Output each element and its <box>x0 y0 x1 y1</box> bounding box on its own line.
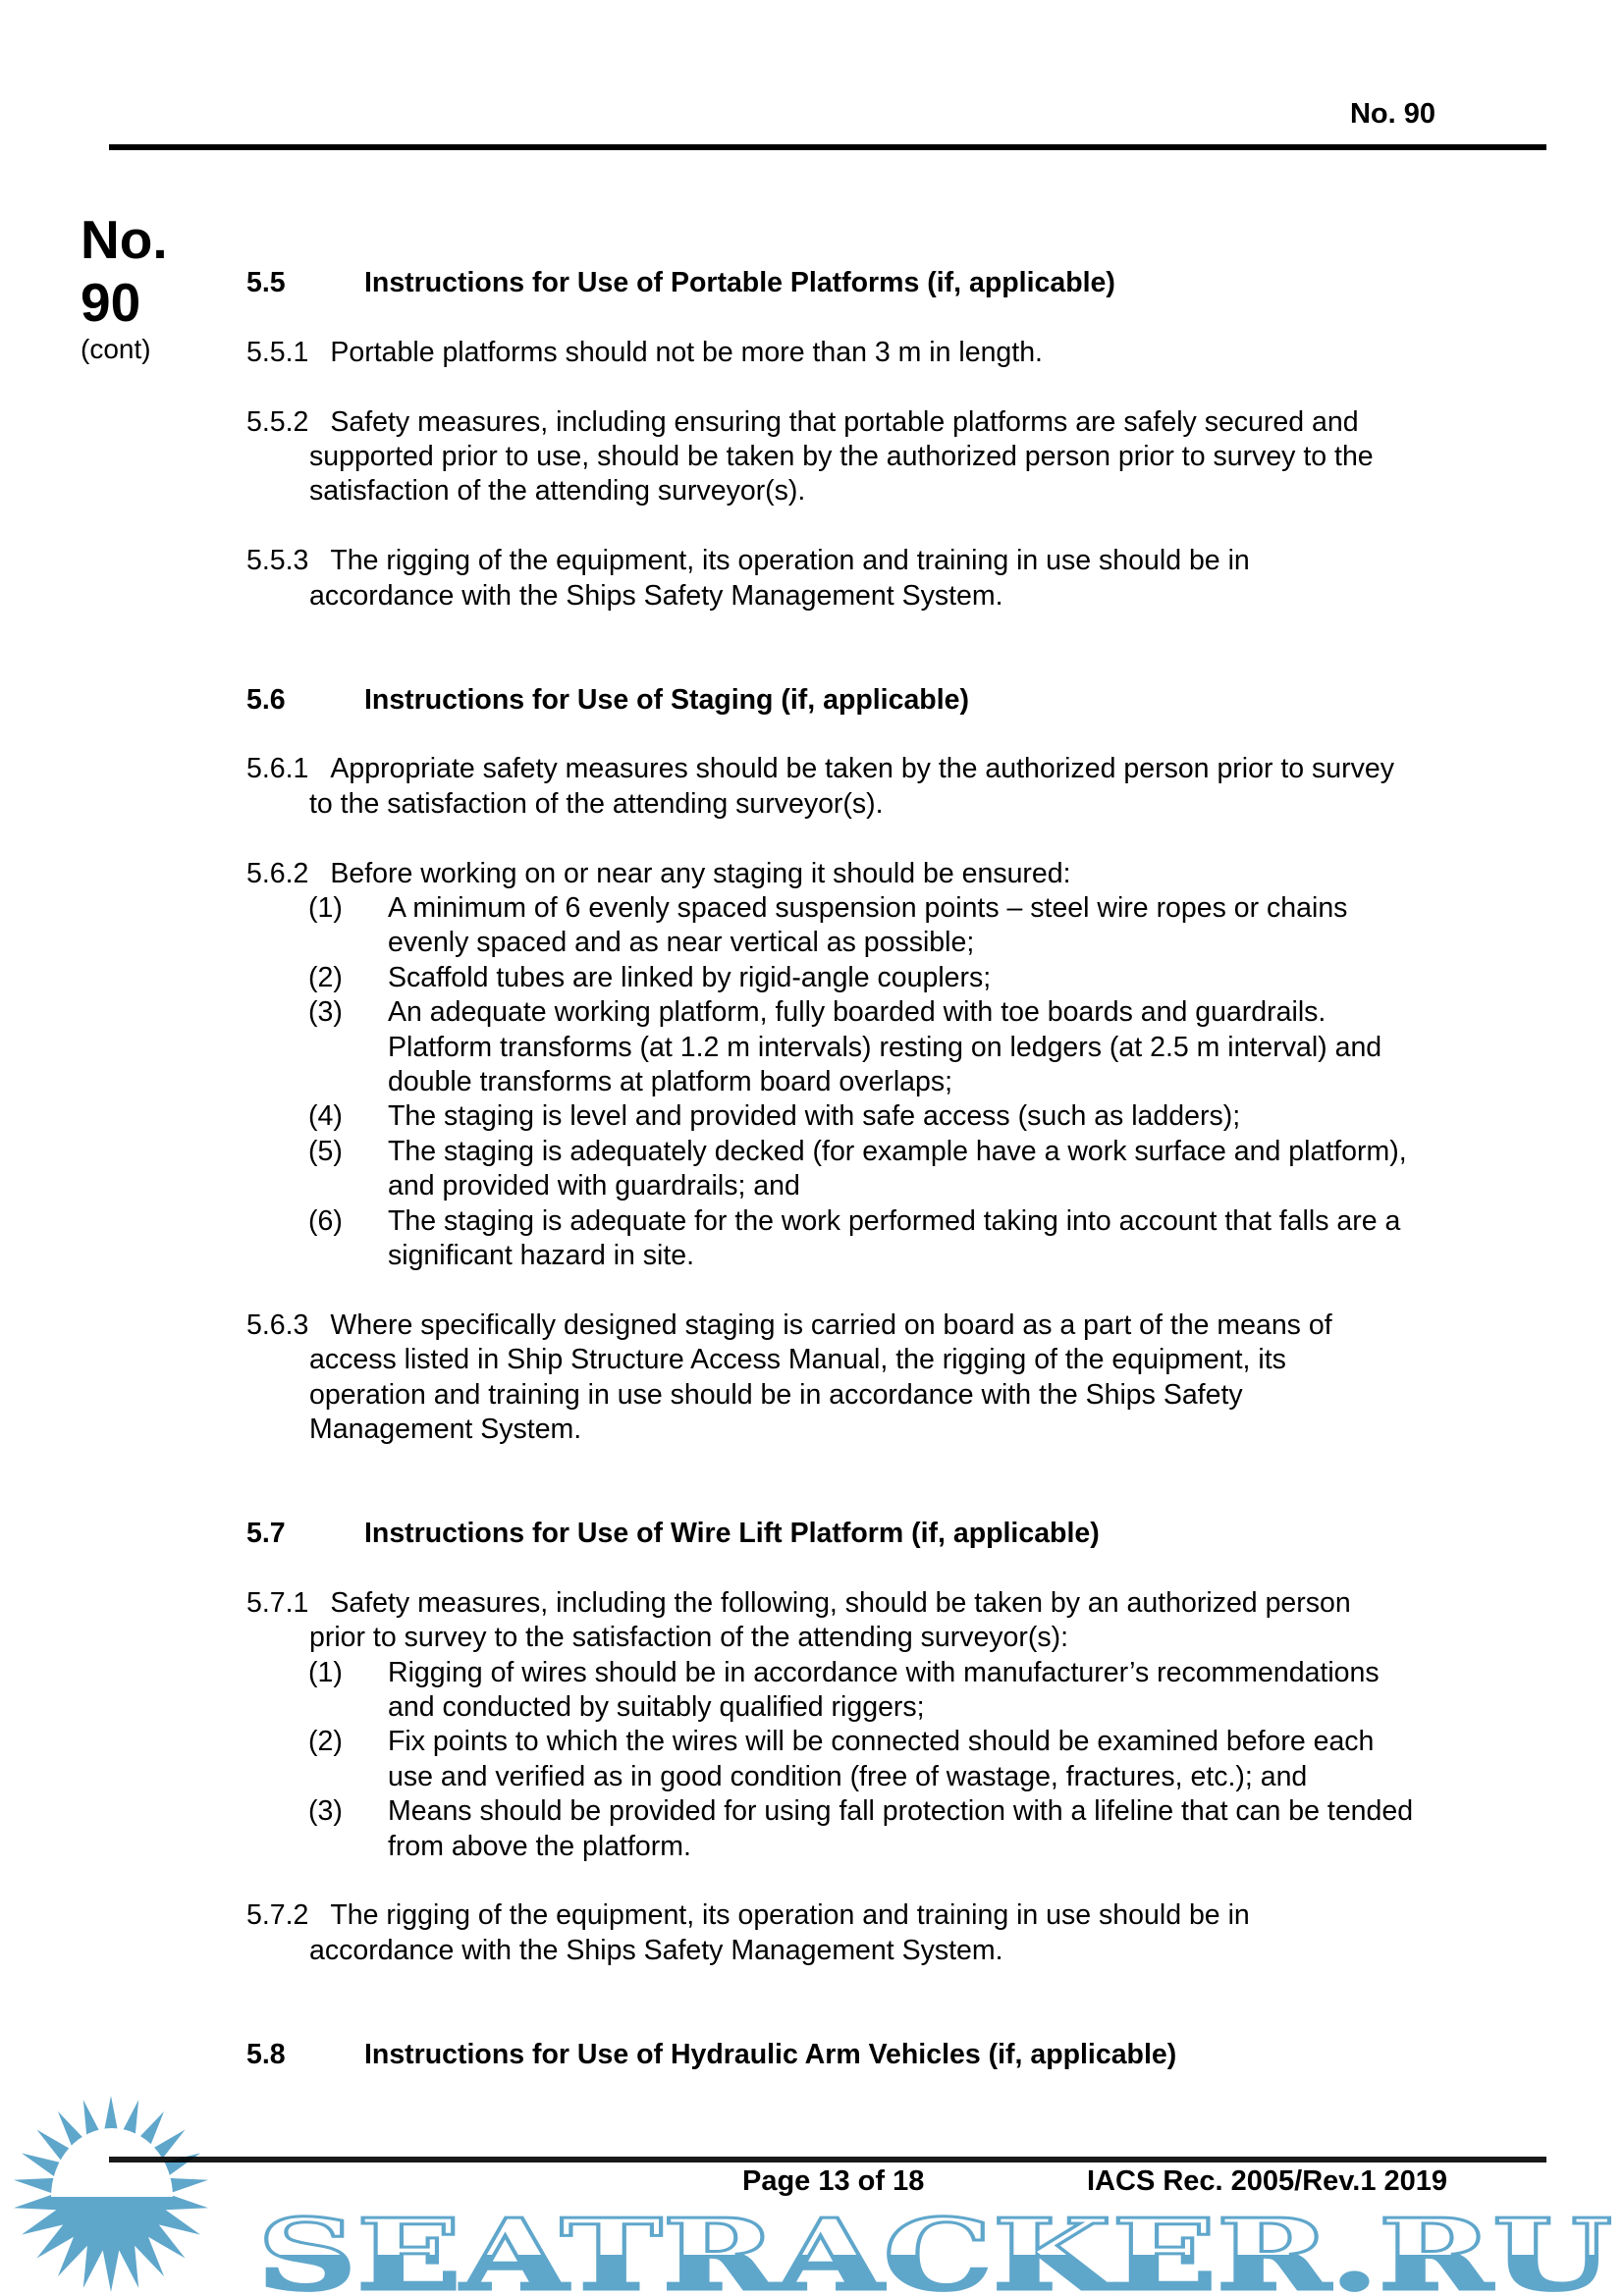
paragraph <box>246 336 1523 370</box>
section-heading <box>246 683 1523 718</box>
section-number: 5.6 <box>246 683 286 716</box>
list-number: (4) <box>308 1100 343 1133</box>
footer-reference: IACS Rec. 2005/Rev.1 2019 <box>1087 2165 1448 2197</box>
list-number: (3) <box>308 996 343 1029</box>
header-rule <box>109 144 1546 150</box>
list-text <box>246 1204 1523 1274</box>
list-text <box>246 1135 1523 1204</box>
header-doc-number: No. 90 <box>1349 98 1435 130</box>
paragraph-line <box>246 1898 1523 1933</box>
list-line: The staging is adequate for the work performed taking into account that falls are a <box>388 1204 1401 1237</box>
list-line: significant hazard in site. <box>388 1239 695 1271</box>
section-number: 5.5 <box>246 267 286 298</box>
list-item <box>246 1794 1523 1864</box>
list-item <box>246 1099 1523 1134</box>
paragraph-number: 5.6.1 <box>246 753 309 785</box>
paragraph <box>246 752 1523 822</box>
section-number: 5.8 <box>246 2038 286 2070</box>
list-line: and provided with guardrails; and <box>388 1170 800 1202</box>
paragraph-text: Appropriate safety measures should be taken by the authorized person prior to survey <box>330 753 1395 785</box>
list-text <box>246 1794 1523 1864</box>
list-text <box>246 995 1523 1099</box>
paragraph <box>246 1586 1523 1864</box>
paragraph-line: supported prior to use, should be taken by the authorized person prior to survey to the <box>309 440 1374 472</box>
section-title: Instructions for Use of Staging (if, applicable) <box>364 683 969 716</box>
paragraph-line: prior to survey to the satisfaction of the attending surveyor(s): <box>309 1622 1069 1654</box>
section-heading <box>246 266 1523 300</box>
paragraph-line <box>246 405 1523 440</box>
list-item <box>246 995 1523 1099</box>
list-number: (6) <box>308 1204 343 1237</box>
document-body <box>246 266 1523 2072</box>
watermark-text: SEATRACKER.RU <box>257 2197 1612 2296</box>
list-number: (1) <box>308 1656 343 1688</box>
list-line: from above the platform. <box>388 1830 691 1862</box>
list-number: (2) <box>308 1726 343 1758</box>
list-text <box>246 1656 1523 1726</box>
footer-rule <box>109 2157 1546 2163</box>
list-line: An adequate working platform, fully boarded with toe boards and guardrails. <box>388 996 1326 1029</box>
section-heading <box>246 1517 1523 1551</box>
list-line: use and verified as in good condition (free of wastage, fractures, etc.); and <box>388 1760 1308 1792</box>
section <box>246 266 1523 614</box>
paragraph-number: 5.5.2 <box>246 405 309 438</box>
side-no-value: 90 <box>81 272 141 333</box>
paragraph-text: Safety measures, including the following, should be taken by an authorized person <box>330 1586 1351 1619</box>
paragraph-line: to the satisfaction of the attending surveyor(s). <box>309 787 884 820</box>
list-text <box>246 1725 1523 1794</box>
list-number: (2) <box>308 961 343 993</box>
section-title: Instructions for Use of Hydraulic Arm Vehicles (if, applicable) <box>364 2038 1177 2070</box>
side-no-label: No. <box>81 209 168 270</box>
list-text <box>246 891 1523 961</box>
paragraph-line <box>246 544 1523 578</box>
section <box>246 683 1523 1448</box>
paragraph-text: Portable platforms should not be more than 3 m in length. <box>330 336 1043 368</box>
list-item <box>246 1204 1523 1274</box>
paragraph-number: 5.5.1 <box>246 336 309 368</box>
list-item <box>246 1725 1523 1794</box>
paragraph-line: Management System. <box>309 1413 582 1445</box>
side-doc-number <box>81 208 168 334</box>
paragraph <box>246 857 1523 1274</box>
paragraph <box>246 405 1523 509</box>
list-line: and conducted by suitably qualified riggers; <box>388 1691 925 1724</box>
paragraph <box>246 1308 1523 1448</box>
list-item <box>246 891 1523 961</box>
paragraph-number: 5.5.3 <box>246 545 309 577</box>
paragraph-text: The rigging of the equipment, its operation and training in use should be in <box>330 1899 1250 1932</box>
list-number: (1) <box>308 892 343 925</box>
list-text <box>246 961 1523 995</box>
paragraph-line: accordance with the Ships Safety Management System. <box>309 1934 1003 1966</box>
paragraph-line <box>246 1308 1523 1343</box>
list-item <box>246 1135 1523 1204</box>
list-line: A minimum of 6 evenly spaced suspension points – steel wire ropes or chains <box>388 892 1348 925</box>
list-text <box>246 1099 1523 1134</box>
paragraph-line <box>246 752 1523 786</box>
paragraph-text: Safety measures, including ensuring that portable platforms are safely secured and <box>330 405 1359 438</box>
list-line: Platform transforms (at 1.2 m intervals) resting on ledgers (at 2.5 m interval) and <box>388 1031 1382 1063</box>
paragraph-number: 5.6.3 <box>246 1308 309 1341</box>
list-line: The staging is level and provided with safe access (such as ladders); <box>388 1100 1241 1133</box>
section-title: Instructions for Use of Wire Lift Platform (if, applicable) <box>364 1518 1100 1550</box>
paragraph-line <box>246 336 1523 370</box>
paragraph <box>246 544 1523 614</box>
list-line: Scaffold tubes are linked by rigid-angle couplers; <box>388 961 992 993</box>
paragraph-number: 5.6.2 <box>246 857 309 889</box>
paragraph-line <box>246 857 1523 891</box>
list-number: (3) <box>308 1795 343 1828</box>
paragraph-line: access listed in Ship Structure Access Manual, the rigging of the equipment, its <box>309 1344 1286 1376</box>
paragraph-number: 5.7.2 <box>246 1899 309 1932</box>
paragraph-text: The rigging of the equipment, its operation and training in use should be in <box>330 545 1250 577</box>
section-number: 5.7 <box>246 1518 286 1550</box>
paragraph <box>246 1898 1523 1968</box>
list-line: The staging is adequately decked (for example have a work surface and platform), <box>388 1135 1407 1167</box>
paragraph-line: satisfaction of the attending surveyor(s). <box>309 475 806 507</box>
section <box>246 1517 1523 1968</box>
footer-page-number: Page 13 of 18 <box>742 2165 925 2197</box>
paragraph-text: Before working on or near any staging it should be ensured: <box>330 857 1071 889</box>
list-line: Means should be provided for using fall protection with a lifeline that can be tended <box>388 1795 1414 1828</box>
paragraph-line <box>246 1586 1523 1621</box>
list-line: Rigging of wires should be in accordance with manufacturer’s recommendations <box>388 1656 1380 1688</box>
list-line: evenly spaced and as near vertical as possible; <box>388 927 975 959</box>
sun-logo-icon <box>14 2096 208 2292</box>
list-number: (5) <box>308 1135 343 1167</box>
list-line: double transforms at platform board overlaps; <box>388 1066 953 1097</box>
side-cont-label: (cont) <box>81 334 151 364</box>
list-line: Fix points to which the wires will be connected should be examined before each <box>388 1726 1375 1758</box>
section-title: Instructions for Use of Portable Platforms (if, applicable) <box>364 267 1115 298</box>
paragraph-number: 5.7.1 <box>246 1586 309 1619</box>
paragraph-line: accordance with the Ships Safety Management System. <box>309 579 1003 612</box>
paragraph-text: Where specifically designed staging is carried on board as a part of the means of <box>330 1308 1332 1341</box>
list-item <box>246 961 1523 995</box>
list-item <box>246 1656 1523 1726</box>
paragraph-line: operation and training in use should be in accordance with the Ships Safety <box>309 1378 1243 1411</box>
